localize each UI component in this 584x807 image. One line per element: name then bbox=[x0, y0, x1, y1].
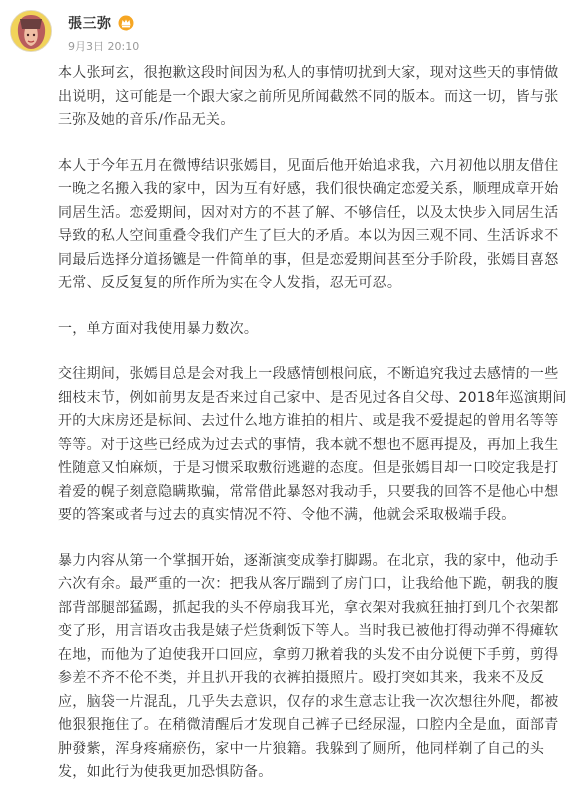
post-paragraph: 一，单方面对我使用暴力数次。 bbox=[58, 320, 259, 337]
avatar-illustration bbox=[11, 11, 51, 51]
username[interactable]: 張三弥 bbox=[68, 16, 112, 32]
post-paragraph: 交往期间，张嫣目总是会对我上一段感情刨根问底，不断追究我过去感情的一些 细枝末节，例如前男友是否来过自己家中、是否见过各自父母、2018年巡演期间 开的大床房还是标间、去过什么地方谁拍的相片、或是我不爱提起的曾用名等等 等等。对于这些已经成为过去式的事情，我本就不想也不愿再提及，再加上我生 性随意又怕麻烦，于是习惯采取敷衍逃避的态度。但是张嫣目却一口咬定我是打 着爱的幌子刻意隐瞒欺骗，常常借此暴怒对我动手，只要我的回答不是他心中想 要的答案或者与过去的真实情况不符、令他不满，他就会采取极端手段。 bbox=[58, 366, 567, 523]
name-row bbox=[68, 12, 134, 34]
post-timestamp[interactable]: 9月3日 20:10 bbox=[68, 40, 140, 53]
post-body bbox=[58, 62, 571, 807]
post-paragraph: 暴力内容从第一个掌掴开始，逐渐演变成拳打脚踢。在北京，我的家中，他动手 六次有余。最严重的一次：把我从客厅踹到了房门口，让我给他下跪，朝我的腹 部背部腿部猛踢，抓起我的头不停扇我耳光，拿衣架对我疯狂抽打到几个衣架都 变了形，用言语攻击我是婊子烂货剩饭下等人。当时我已被他打得动弹不得瘫软 在地，而他为了迫使我开口回应，拿剪刀揪着我的头发不由分说便下手剪，剪得 参差不齐不伦不类，并且扒开我的衣裤拍摄照片。殴打突如其来，我来不及反 应，脑袋一片混乱，几乎失去意识，仅存的求生意志让我一次次想往外爬，都被 他狠狠拖住了。在稍微清醒后才发现自己裤子已经尿湿，口腔内全是血，面部青 肿發紫，浑身疼痛瘀伤，家中一片狼籍。我躲到了厕所，他同样剃了自己的头 发，如此行为使我更加恐惧防备。 bbox=[58, 552, 559, 780]
vip-crown-icon[interactable] bbox=[118, 15, 134, 31]
post-paragraph: 本人张珂玄，很抱歉这段时间因为私人的事情叨扰到大家，现对这些天的事情做 出说明，这可能是一个跟大家之前所见所闻截然不同的版本。而这一切，皆与张 三弥及她的音乐/作品无关。 bbox=[58, 65, 559, 128]
post-header bbox=[0, 0, 584, 60]
post-paragraph: 本人于今年五月在微博结识张嫣目，见面后他开始追求我，六月初他以朋友借住 一晚之名搬入我的家中，因为互有好感，我们很快确定恋爱关系，顺理成章开始 同居生活。恋爱期间，因对对方的不甚了解、不够信任，以及太快步入同居生活 导致的私人空间重叠令我们产生了巨大的矛盾。本以为因三观不同、生活诉求不 同最后选择分道扬镳是一件简单的事，但是恋爱期间甚至分手阶段，张嫣目喜怒 无常、反反复复的所作所为实在令人发指，忍无可忍。 bbox=[58, 157, 559, 291]
avatar[interactable] bbox=[10, 10, 52, 52]
